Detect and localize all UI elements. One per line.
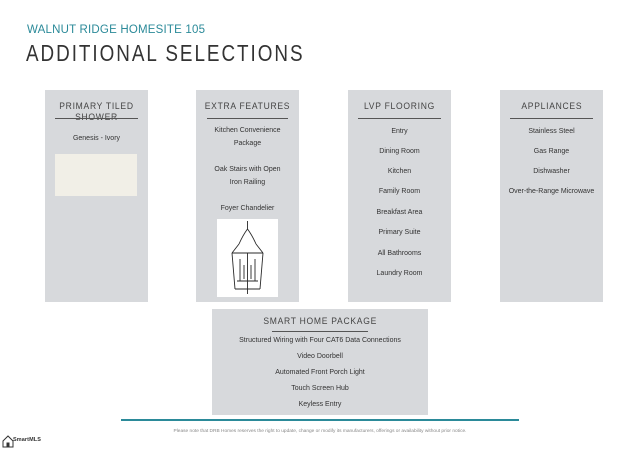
extra-features-heading: EXTRA FEATURES bbox=[204, 101, 291, 112]
lvp-flooring-divider bbox=[358, 118, 441, 119]
lvp-flooring-panel bbox=[348, 90, 451, 302]
list-item: Family Room bbox=[378, 188, 421, 195]
shower-tile-name: Genesis - Ivory bbox=[72, 135, 121, 142]
list-item: Kitchen bbox=[387, 168, 412, 175]
page-title: ADDITIONAL SELECTIONS bbox=[26, 40, 305, 66]
tile-swatch-image bbox=[55, 154, 137, 196]
disclaimer-text: Please note that DRB Homes reserves the right to update, change or modify its manufacturers, offerings or availability without prior notice. bbox=[173, 429, 467, 434]
list-item: Structured Wiring with Four CAT6 Data Connections bbox=[239, 337, 401, 344]
lvp-flooring-heading: LVP FLOORING bbox=[363, 101, 436, 112]
extra-features-divider bbox=[207, 118, 288, 119]
page-subtitle: WALNUT RIDGE HOMESITE 105 bbox=[27, 24, 206, 36]
shower-divider bbox=[55, 118, 138, 119]
list-item: Keyless Entry bbox=[298, 401, 342, 408]
list-item: Entry bbox=[391, 128, 408, 135]
list-item: Automated Front Porch Light bbox=[275, 369, 365, 376]
list-item: Video Doorbell bbox=[297, 353, 343, 360]
list-item: Stainless Steel bbox=[528, 128, 575, 135]
smart-home-panel bbox=[212, 309, 428, 415]
shower-heading: PRIMARY TILED bbox=[59, 101, 134, 112]
list-item: Kitchen Convenience Package bbox=[214, 127, 281, 147]
logo-text: SmartMLS bbox=[13, 437, 41, 443]
list-item: Touch Screen Hub bbox=[291, 385, 349, 392]
chandelier-image bbox=[217, 219, 278, 297]
smart-home-heading: SMART HOME PACKAGE bbox=[263, 316, 377, 327]
list-item: Breakfast Area bbox=[376, 209, 423, 216]
list-item: Gas Range bbox=[533, 148, 570, 155]
appliances-panel bbox=[500, 90, 603, 302]
list-item: Primary Suite bbox=[378, 229, 421, 236]
footer-divider bbox=[121, 419, 519, 421]
smartmls-logo bbox=[2, 433, 42, 449]
appliances-heading: APPLIANCES bbox=[521, 101, 582, 112]
list-item: Over-the-Range Microwave bbox=[508, 188, 595, 195]
extra-features-panel bbox=[196, 90, 299, 302]
shower-panel bbox=[45, 90, 148, 302]
appliances-divider bbox=[510, 118, 593, 119]
smart-home-divider bbox=[272, 331, 368, 332]
list-item: Dishwasher bbox=[533, 168, 570, 175]
list-item: Foyer Chandelier bbox=[220, 205, 275, 212]
list-item: Dining Room bbox=[379, 148, 420, 155]
list-item: Laundry Room bbox=[376, 270, 423, 277]
list-item: All Bathrooms bbox=[377, 250, 422, 257]
list-item: Oak Stairs with Open Iron Railing bbox=[214, 166, 281, 186]
